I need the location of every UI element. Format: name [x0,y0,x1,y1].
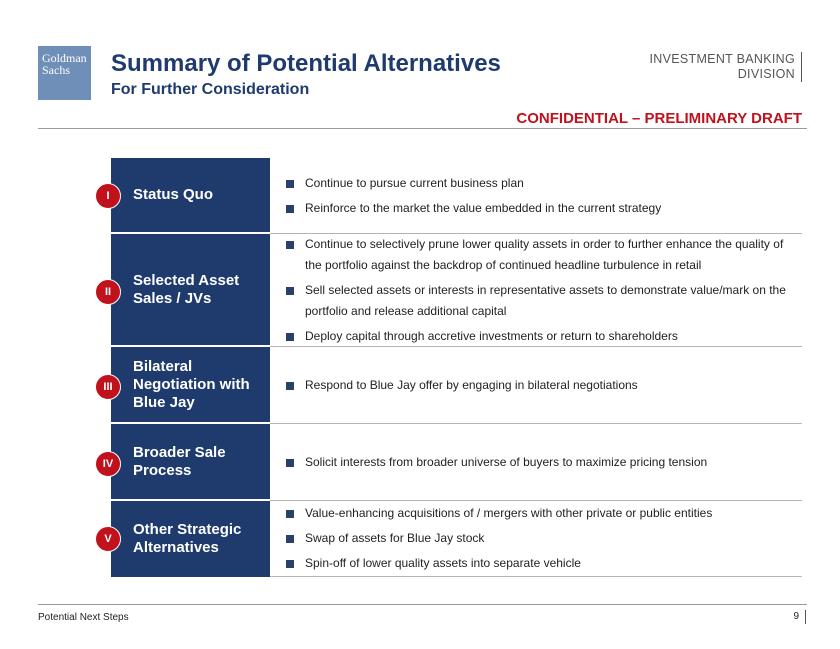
bullet-text: Deploy capital through accretive investments or return to shareholders [305,328,678,343]
bullet-text: Value-enhancing acquisitions of / mergers with other private or public entities [305,506,713,520]
bullet-square-icon [286,333,294,341]
roman-numeral-badge: IV [95,451,121,477]
list-item [286,280,802,322]
list-item [286,528,802,549]
division-label [650,52,802,82]
alternative-details [270,347,802,424]
bullet-square-icon [286,180,294,188]
alternative-details [270,234,802,347]
bullet-square-icon [286,510,294,518]
list-item [286,173,802,194]
alternative-row-5 [111,501,802,577]
bullet-text: Solicit interests from broader universe of buyers to maximize pricing tension [305,454,708,469]
alternative-label: Other Strategic Alternatives [111,501,270,577]
bullet-square-icon [286,205,294,213]
alternative-details [270,424,802,501]
alternative-row-1 [111,158,802,234]
bullet-square-icon [286,459,294,467]
list-item [286,452,802,473]
page-subtitle: For Further Consideration [111,81,310,98]
alternative-label: Bilateral Negotiation with Blue Jay [111,347,270,424]
bullet-text: Continue to pursue current business plan [305,175,524,190]
bullet-text: Spin-off of lower quality assets into separate vehicle [305,556,581,570]
bullet-text: Respond to Blue Jay offer by engaging in bilateral negotiations [305,377,638,392]
alternative-label: Selected Asset Sales / JVs [111,234,270,347]
page-title: Summary of Potential Alternatives [111,50,501,77]
bullet-text: Continue to selectively prune lower quality assets in order to further enhance the quality of the portfolio against the backdrop of continued headline turbulence in retail [305,236,784,272]
list-item [286,553,802,574]
goldman-sachs-logo [38,46,91,100]
bullet-square-icon [286,241,294,249]
logo-line-1: Goldman [42,51,87,65]
list-item [286,375,802,396]
bullet-text: Swap of assets for Blue Jay stock [305,531,485,545]
list-item [286,326,802,347]
bullet-text: Sell selected assets or interests in representative assets to demonstrate value/mark on the portfolio and release additional capital [305,282,786,318]
footer-divider [38,604,807,605]
logo-line-2: Sachs [42,63,70,77]
page-number: 9 [793,610,806,624]
list-item [286,198,802,219]
division-line-1: INVESTMENT BANKING [649,52,795,66]
roman-numeral-badge: I [95,183,121,209]
bullet-square-icon [286,560,294,568]
alternative-row-3 [111,347,802,424]
alternative-label: Broader Sale Process [111,424,270,501]
alternative-label: Status Quo [111,158,270,234]
bullet-square-icon [286,535,294,543]
list-item [286,234,802,276]
alternative-details [270,501,802,577]
footer-section-label: Potential Next Steps [38,612,129,623]
roman-numeral-badge: II [95,279,121,305]
bullet-text: Reinforce to the market the value embedded in the current strategy [305,200,662,215]
list-item [286,503,802,524]
confidential-banner: CONFIDENTIAL – PRELIMINARY DRAFT [516,110,802,127]
bullet-square-icon [286,382,294,390]
header-divider [38,128,807,129]
alternative-row-4 [111,424,802,501]
division-line-2: DIVISION [737,67,795,81]
bullet-square-icon [286,287,294,295]
alternatives-table [111,158,802,577]
alternative-details [270,158,802,234]
roman-numeral-badge: V [95,526,121,552]
alternative-row-2 [111,234,802,347]
roman-numeral-badge: III [95,374,121,400]
